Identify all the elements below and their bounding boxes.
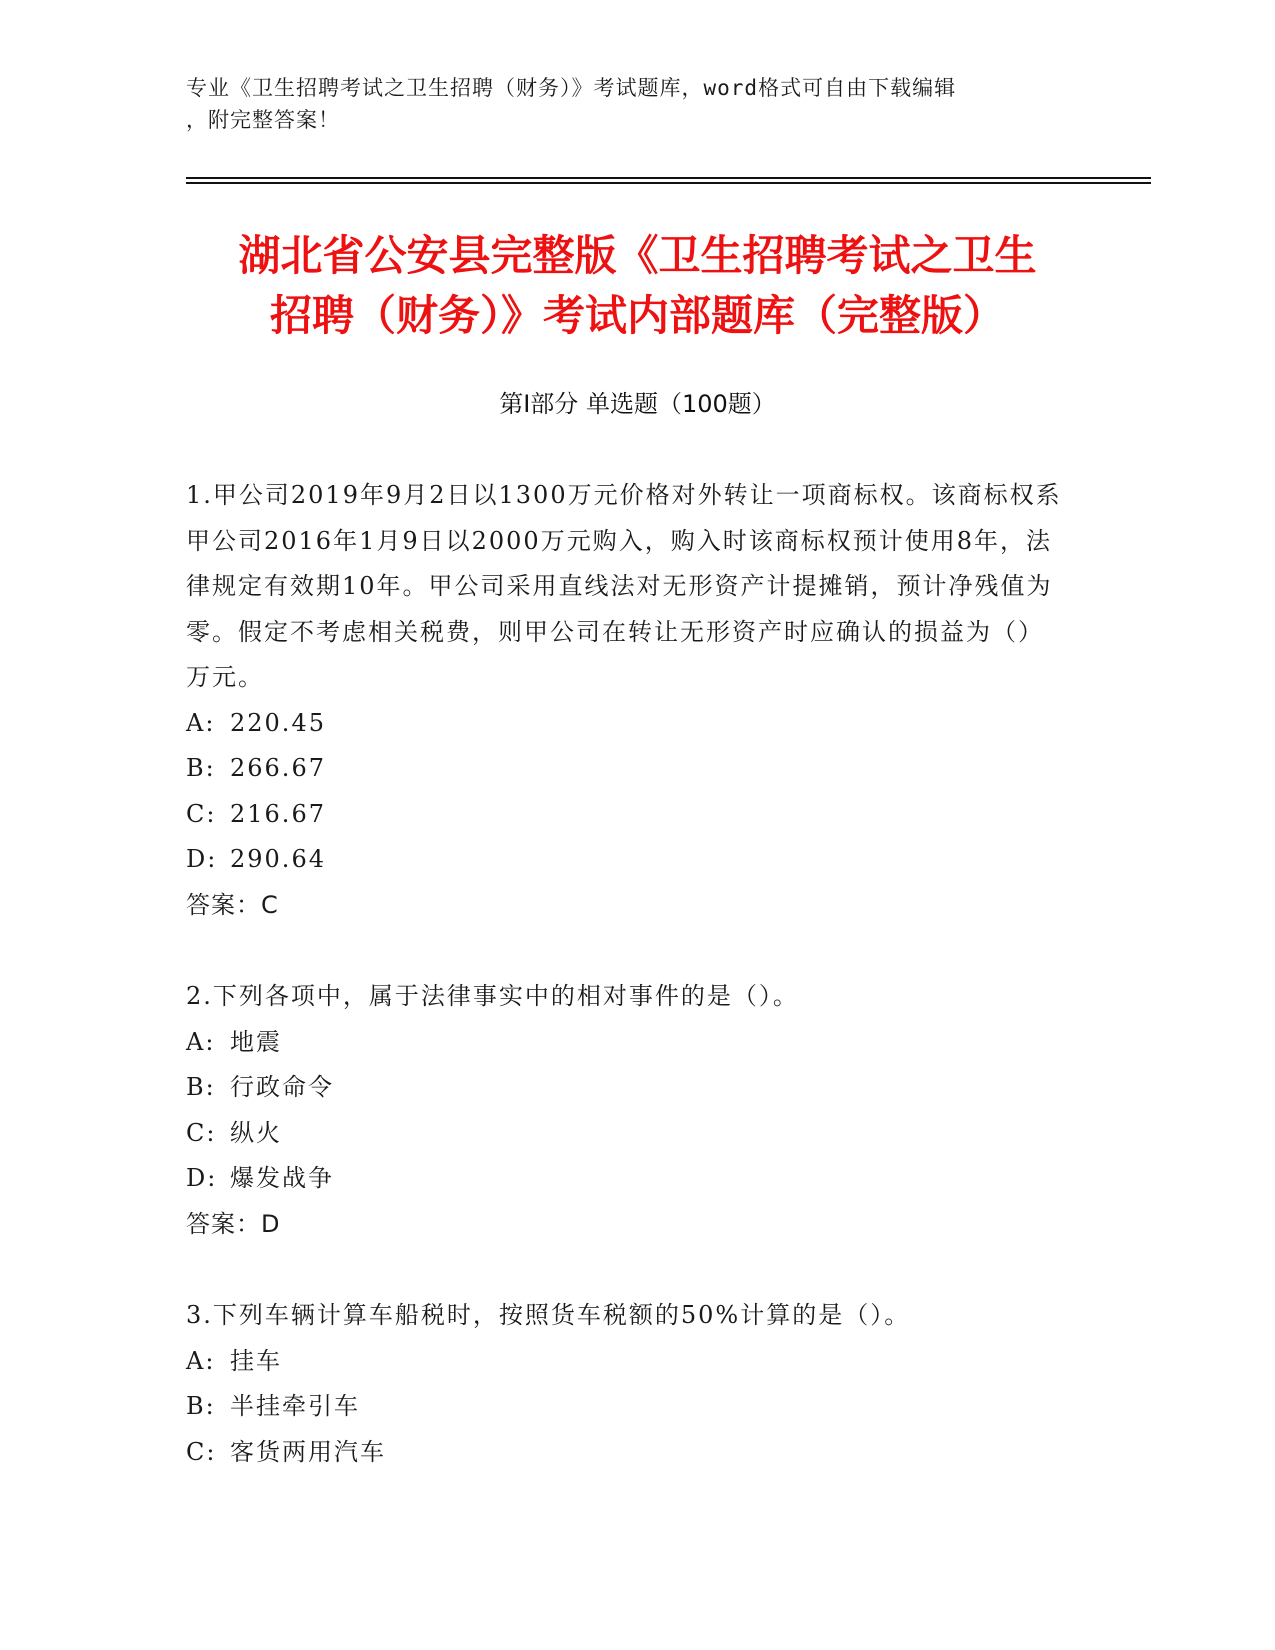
document-title-line2: 招聘（财务）》考试内部题库（完整版） xyxy=(269,291,1005,340)
option-key: A: xyxy=(186,1027,216,1056)
option-key: D: xyxy=(186,845,218,873)
header-divider-top xyxy=(186,177,1151,179)
document-title xyxy=(150,226,1125,346)
option-d xyxy=(186,837,1066,883)
document-title-line1: 湖北省公安县完整版《卫生招聘考试之卫生 xyxy=(238,231,1037,280)
option-a xyxy=(186,1020,1066,1066)
question-stem: 2.下列各项中，属于法律事实中的相对事件的是（）。 xyxy=(186,982,799,1010)
option-key: A: xyxy=(186,708,216,737)
option-text: 客货两用汽车 xyxy=(230,1437,386,1466)
question-2 xyxy=(186,974,1066,1247)
answer-line: 答案：C xyxy=(186,890,279,919)
option-text: 挂车 xyxy=(230,1346,282,1375)
option-key: B: xyxy=(186,754,216,782)
option-key: D: xyxy=(186,1164,218,1192)
header-note-line2: ，附完整答案！ xyxy=(186,108,340,132)
option-key: C: xyxy=(186,799,217,828)
option-a xyxy=(186,701,1066,747)
option-c xyxy=(186,1111,1066,1157)
header-note-line1: 专业《卫生招聘考试之卫生招聘（财务）》考试题库，word格式可自由下载编辑 xyxy=(186,76,957,100)
option-text: 290.64 xyxy=(230,845,326,873)
option-text: 纵火 xyxy=(230,1118,282,1147)
option-key: B: xyxy=(186,1392,216,1420)
header-divider-bottom xyxy=(186,182,1151,184)
option-d xyxy=(186,1156,1066,1202)
option-text: 216.67 xyxy=(230,799,326,828)
option-text: 220.45 xyxy=(230,708,326,737)
question-stem: 1.甲公司2019年9月2日以1300万元价格对外转让一项商标权。该商标权系甲公司2016年1月9日以2000万元购入，购入时该商标权预计使用8年，法律规定有效期10年。甲公司采用直线法对无形资产计提摊销，预计净残值为零。假定不考虑相关税费，则甲公司在转让无形资产时应确认的损益为（）万元。 xyxy=(186,481,1062,691)
option-a xyxy=(186,1339,1066,1385)
option-text: 爆发战争 xyxy=(230,1164,334,1192)
option-c xyxy=(186,1430,1066,1476)
answer-line: 答案：D xyxy=(186,1209,281,1238)
option-text: 266.67 xyxy=(230,754,326,782)
header-note xyxy=(186,72,1086,136)
option-key: C: xyxy=(186,1437,217,1466)
option-text: 地震 xyxy=(230,1027,282,1056)
question-3 xyxy=(186,1293,1066,1475)
option-b xyxy=(186,1065,1066,1111)
option-key: B: xyxy=(186,1073,216,1101)
section-title: 第Ⅰ部分 单选题（100题） xyxy=(499,390,776,418)
option-text: 半挂牵引车 xyxy=(230,1392,360,1420)
question-1 xyxy=(186,473,1066,928)
option-key: C: xyxy=(186,1118,217,1147)
option-b xyxy=(186,746,1066,792)
option-key: A: xyxy=(186,1346,216,1375)
question-list xyxy=(186,473,1066,1521)
option-b xyxy=(186,1384,1066,1430)
question-stem: 3.下列车辆计算车船税时，按照货车税额的50%计算的是（）。 xyxy=(186,1301,911,1329)
option-c xyxy=(186,792,1066,838)
option-text: 行政命令 xyxy=(230,1073,334,1101)
